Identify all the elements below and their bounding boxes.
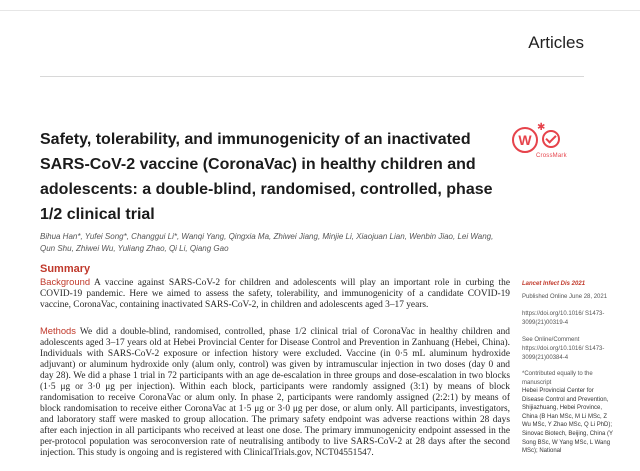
publisher-logos[interactable]: [510, 122, 568, 167]
methods-text: We did a double-blind, randomised, controlled, phase 1/2 clinical trial of CoronaVac in healthy children and adolescents aged 3–17 years old at Hebei Provincial Center for Disease Control and Prevention in Zanhuang (Hebei, China). Individuals with SARS-CoV-2 exposure or infection history were excluded. Vaccine (in 0·5 mL aluminum hydroxide adjuvant) or aluminum hydroxide only (alum only, control) was given by intramuscular injection in two doses (day 0 and day 28). We did a phase 1 trial in 72 participants with an age de-escalation in three groups and dose-escalation in two blocks (1·5 μg or 3·0 μg per injection). Within each block, participants were randomly assigned (3:1) by means of block randomisation to receive CoronaVac or alum only. In phase 2, participants were randomly assigned (2:2:1) by means of block randomisation to receive either CoronaVac at 1·5 μg or 3·0 μg per dose, or alum only. All participants, investigators, and laboratory staff were masked to group allocation. The primary safety endpoint was adverse reactions within 28 days after each injection in all participants who received at least one dose. The primary immunogenicity endpoint assessed in the per-protocol population was seroconversion rate of neutralising antibody to live SARS-CoV-2 at 28 days after the second injection. This study is ongoing and is registered with ClinicalTrials.gov, NCT04551547.: [40, 327, 510, 458]
w-logo-icon: W: [512, 127, 538, 153]
sidebar-affiliations: Hebei Provincial Center for Disease Control and Prevention, Shijiazhuang, Hebei Province, China (B Han MSc, M Li MSc, Z Wu MSc, Y Zhao MSc, Q Li PhD); Sinovac Biotech, Beijing, China (Y Song BSc, W Yang MSc, L Wang MSc); National: [522, 388, 613, 455]
sidebar-published: Published Online June 28, 2021: [522, 294, 608, 300]
top-divider: [0, 10, 640, 11]
crossmark-icon[interactable]: [542, 130, 560, 148]
background-label: Background: [40, 276, 91, 287]
background-text: A vaccine against SARS-CoV-2 for children and adolescents will play an important role in curbing the COVID-19 pandemic. Here we aimed to assess the safety, tolerability, and immunogenicity of a candidate COVID-19 vaccine, CoronaVac, containing inactivated SARS-CoV-2, in children and adolescents aged 3–17 years.: [40, 278, 511, 310]
sidebar-doi-link[interactable]: https://doi.org/10.1016/ S1473-3099(21)00319-4: [522, 311, 605, 326]
crossmark-label: CrossMark: [536, 153, 567, 159]
summary-heading: Summary: [40, 263, 91, 275]
methods-paragraph: [40, 325, 510, 459]
section-label: Articles: [528, 33, 584, 52]
article-title: Safety, tolerability, and immunogenicity of an inactivated SARS-CoV-2 vaccine (CoronaVac) in healthy children and adolescents: a double-blind, randomised, controlled, phase 1/2 clinical trial: [40, 131, 493, 223]
background-paragraph: [40, 276, 510, 311]
spark-icon: ✱: [537, 122, 546, 133]
sidebar-contributed-note: *Contributed equally to the manuscript: [522, 371, 593, 386]
author-list: Bihua Han*, Yufei Song*, Changgui Li*, Wanqi Yang, Qingxia Ma, Zhiwei Jiang, Minjie Li, Xiaojuan Lian, Wenbin Jiao, Lei Wang, Qun Shu, Zhiwei Wu, Yuliang Zhao, Qi Li, Qiang Gao: [40, 232, 494, 253]
sidebar-see-online: See Online/Comment: [522, 337, 580, 343]
methods-label: Methods: [40, 325, 76, 336]
header-rule: [40, 76, 584, 77]
sidebar-comment-doi-link[interactable]: https://doi.org/10.1016/ S1473-3099(21)00384-4: [522, 346, 605, 361]
sidebar-journal: Lancet Infect Dis 2021: [522, 281, 586, 287]
